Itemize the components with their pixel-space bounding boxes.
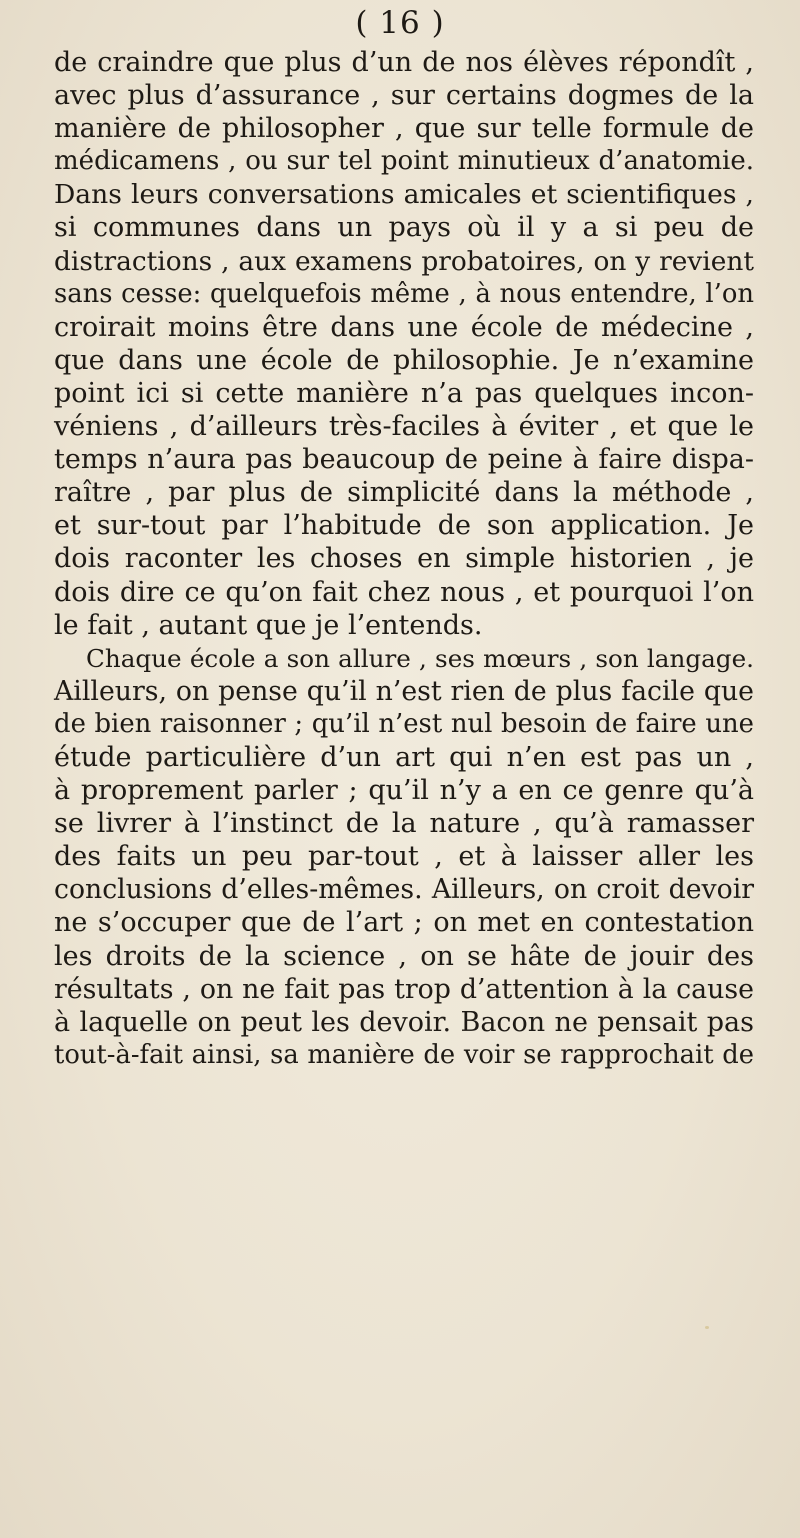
text-line: de craindre que plus d’un de nos élèves répondît , (54, 47, 754, 78)
text-line: avec plus d’assurance , sur certains dogmes de la (54, 80, 754, 112)
text-line: sans cesse: quelquefois même , à nous entendre, l’on (54, 278, 754, 309)
text-line: de bien raisonner ; qu’il n’est nul besoin de faire une (54, 708, 754, 739)
page-body-text (54, 46, 754, 1072)
text-line: à laquelle on peut les devoir. Bacon ne pensait pas (54, 1006, 754, 1038)
text-line: temps n’aura pas beaucoup de peine à faire dispa- (54, 444, 754, 476)
text-line: dois raconter les choses en simple historien , je (54, 543, 754, 575)
text-line: croirait moins être dans une école de médecine , (54, 311, 754, 343)
text-line: des faits un peu par-tout , et à laisser aller les (54, 841, 754, 873)
text-line: Dans leurs conversations amicales et scientifiques , (54, 179, 754, 211)
text-line: raître , par plus de simplicité dans la méthode , (54, 477, 754, 509)
text-line: se livrer à l’instinct de la nature , qu’à ramasser (54, 808, 754, 840)
paragraph-first-line: Chaque école a son allure , ses mœurs , son langage. (86, 643, 754, 673)
paper-stain (705, 1326, 709, 1329)
text-line: ne s’occuper que de l’art ; on met en contestation (54, 907, 754, 939)
text-line: les droits de la science , on se hâte de jouir des (54, 940, 754, 972)
text-line: manière de philosopher , que sur telle formule de (54, 113, 754, 145)
text-line: point ici si cette manière n’a pas quelques incon- (54, 377, 754, 409)
text-line: que dans une école de philosophie. Je n’examine (54, 344, 754, 376)
text-line: conclusions d’elles-mêmes. Ailleurs, on croit devoir (54, 874, 754, 906)
text-line: étude particulière d’un art qui n’en est pas un , (54, 741, 754, 773)
text-line: distractions , aux examens probatoires, on y revient (54, 245, 754, 277)
text-line: résultats , on ne fait pas trop d’attention à la cause (54, 973, 754, 1005)
text-line: et sur-tout par l’habitude de son application. Je (54, 510, 754, 542)
page-number: ( 16 ) (355, 5, 445, 41)
text-line: à proprement parler ; qu’il n’y a en ce genre qu’à (54, 775, 754, 807)
text-line: tout-à-fait ainsi, sa manière de voir se rapprochait de (54, 1039, 754, 1070)
text-line: véniens , d’ailleurs très-faciles à éviter , et que le (54, 411, 754, 443)
text-line: médicamens , ou sur tel point minutieux d’anatomie. (54, 146, 754, 177)
text-line: dois dire ce qu’on fait chez nous , et pourquoi l’on (54, 576, 754, 608)
text-line: Ailleurs, on pense qu’il n’est rien de plus facile que (54, 675, 754, 707)
paragraph-last-line: le fait , autant que je l’entends. (54, 609, 483, 641)
text-line: si communes dans un pays où il y a si peu de (54, 212, 754, 244)
